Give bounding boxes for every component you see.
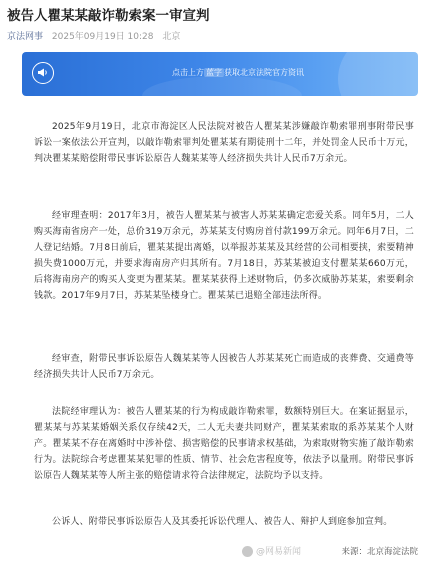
article-meta xyxy=(7,31,180,43)
paragraph-civil-losses: 经审查，附带民事诉讼原告人魏某某等人因被告人苏某某死亡而造成的丧葬费、交通费等经济损失共计人民币7万余元。 xyxy=(34,354,414,380)
watermark-logo-icon xyxy=(242,546,253,557)
paragraph-facts-found: 经审理查明：2017年3月，被告人瞿某某与被害人苏某某确定恋爱关系。同年5月，二人购买海南省房产一处，总价319万余元，苏某某支付购房首付款199万余元。同年6月7日，二人登记结婚。7月8日前后，瞿某某提出离婚，以举报苏某某及其经营的公司相要挟，索要精神损失费1000万元，并要求海南房产归其所有。7月18日，苏某某被迫支付瞿某某660万元，后将海南房产的购买人变更为瞿某某。瞿某某获得上述财物后，仍多次威胁苏某某，索要剩余钱款。2017年9月7日，苏某某坠楼身亡。瞿某某已退赔全部违法所得。 xyxy=(34,211,414,301)
article-title: 被告人瞿某某敲诈勒索案一审宣判 xyxy=(7,8,210,24)
watermark-text: @网易新闻 xyxy=(256,547,302,557)
follow-banner[interactable] xyxy=(22,52,418,96)
banner-prompt-prefix: 点击上方 xyxy=(172,68,204,77)
paragraph-court-reasoning: 法院经审理认为：被告人瞿某某的行为构成敲诈勒索罪，数额特别巨大。在案证据显示，瞿某某与苏某某婚姻关系仅存续42天，二人无夫妻共同财产，瞿某某索取的系苏某某个人财产。瞿某某不存在离婚时中涉补偿、损害赔偿的民事请求权基础，为索取财物实施了敲诈勒索行为。法院综合考虑瞿某某犯罪的性质、情节、社会危害程度等，依法予以量刑。附带民事诉讼原告人魏某某等人所主张的赔偿请求符合法律规定，法院均予以支持。 xyxy=(34,407,414,481)
banner-prompt-suffix: 获取北京法院官方资讯 xyxy=(224,68,304,77)
megaphone-icon xyxy=(32,62,54,84)
article-source-note: 来源：北京海淀法院 xyxy=(341,547,418,557)
banner-decoration-wave xyxy=(142,76,302,96)
banner-prompt-highlight[interactable]: 蓝字 xyxy=(206,68,222,77)
article-date: 2025年09月19日 10:28 xyxy=(51,32,154,42)
article-source-link[interactable]: 京法网事 xyxy=(7,32,44,42)
paragraph-verdict-summary: 2025年9月19日，北京市海淀区人民法院对被告人瞿某某涉嫌敲诈勒索罪刑事附带民事诉讼一案依法公开宣判，以敲诈勒索罪判处瞿某某有期徒刑十二年，并处罚金人民币十万元，判决瞿某某赔偿附带民事诉讼原告人魏某某等人经济损失共计人民币7万余元。 xyxy=(34,122,414,164)
banner-decoration xyxy=(338,52,418,96)
banner-prompt xyxy=(172,67,304,78)
article-location: 北京 xyxy=(162,32,181,42)
paragraph-attendees: 公诉人、附带民事诉讼原告人及其委托诉讼代理人、被告人、辩护人到庭参加宣判。 xyxy=(52,517,393,527)
